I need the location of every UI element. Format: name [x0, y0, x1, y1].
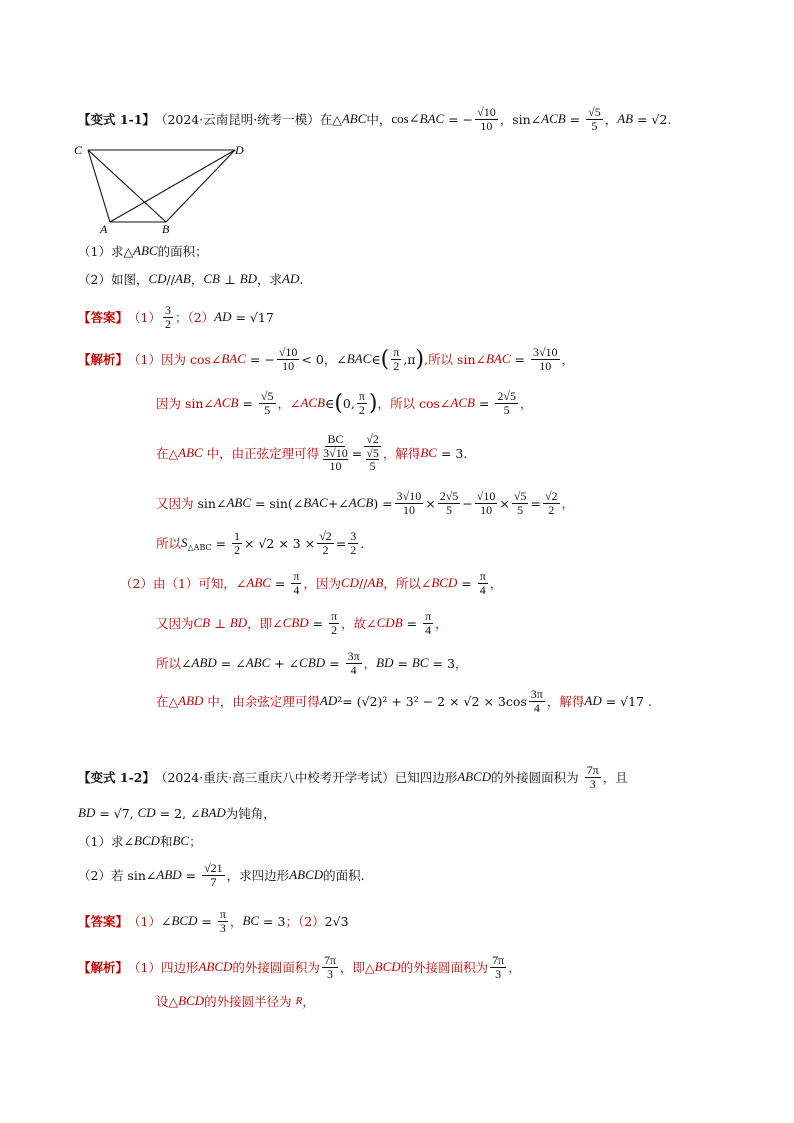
sol1-line1: 【解析】 （1）因为 cos∠ BAC = − $\frac{√10}{10}$ < 0，∠ BAC ∈ ( $\frac{\pi}{2}$ ,π ) ,所以 sin∠ BAC = $\frac{3√10}{10}$ ，: [78, 344, 575, 373]
answer-tag: 【答案】: [78, 310, 129, 325]
sol1-line8: 所以 ∠ ABD = ∠ ABC + ∠ CBD = $\frac{3\pi}{4}$ ， BD = BC = 3 ，: [156, 648, 468, 677]
problem2-tag: 【变式 1-2】: [78, 770, 155, 785]
label-c: C: [74, 143, 83, 157]
problem2-q2: （2）若 sin∠ ABD = $\frac{√21}{7}$ ，求四边形 ABCD 的面积．: [78, 860, 374, 889]
sol2-line2: 设△ BCD 的外接圆半径为 R ，: [156, 993, 315, 1009]
sol1-line2: 因为 sin∠ ACB = $\frac{√5}{5}$ ，∠ ACB ∈ ( 0, $\frac{\pi}{2}$ ) ，所以 cos∠ ACB = $\frac{2√5}{5}$ ，: [156, 388, 533, 417]
problem1-stem-line: 【变式 1-1】 （2024·云南昆明·统考一模） 在△ ABC 中， cos∠ BAC = − $\frac{√10}{10}$ ，sin∠ ACB = $\frac{√5}{5}$ ， AB = √2.: [78, 104, 672, 133]
answer-tag-2: 【答案】: [78, 914, 129, 929]
problem2-stem-line1: 【变式 1-2】 （2024·重庆·高三重庆八中校考开学考试） 已知四边形 ABCD 的外接圆面积为 $\frac{7\pi}{3}$ ，且: [78, 762, 628, 791]
label-b: B: [162, 222, 170, 234]
problem1-q1: （1）求△ ABC 的面积；: [78, 243, 208, 259]
problem2-source: （2024·重庆·高三重庆八中校考开学考试）: [154, 770, 395, 785]
label-a: A: [100, 222, 108, 234]
analysis-tag: 【解析】: [78, 352, 129, 367]
problem1-source: （2024·云南昆明·统考一模）: [154, 112, 320, 127]
trapezoid-figure: [70, 142, 250, 234]
problem1-tag: 【变式 1-1】: [78, 112, 155, 127]
sol1-line7: 又因为 CB ⊥ BD ，即∠ CBD = $\frac{\pi}{2}$ ，故∠ CDB = $\frac{\pi}{4}$ ，: [156, 608, 448, 637]
sol1-line9: 在△ ABD 中，由余弦定理可得 AD ²= (√2)² + 3² − 2 × √2 × 3cos $\frac{3\pi}{4}$ ，解得 AD = √17 .: [156, 686, 652, 715]
sol1-line6: （2）由（1）可知，∠ ABC = $\frac{\pi}{4}$ ，因为 CD // AB ，所以∠ BCD = $\frac{\pi}{4}$ ，: [120, 568, 503, 597]
problem1-q2: （2）如图， CD // AB ， CB ⊥ BD ，求 AD .: [78, 271, 304, 287]
sol2-line1: 【解析】 （1）四边形 ABCD 的外接圆面积为 $\frac{7\pi}{3}$ ，即△ BCD 的外接圆面积为 $\frac{7\pi}{3}$ ，: [78, 952, 521, 981]
sol1-line3: 在△ ABC 中，由正弦定理可得 BC 3√10 10 = √2 √5 5 ，解得 BC = 3.: [156, 432, 468, 474]
problem1-answer: 【答案】 （1） $\frac{3}{2}$ ；（2） AD = √17: [78, 302, 274, 331]
analysis-tag-2: 【解析】: [78, 960, 129, 975]
sol1-line4: 又因为 sin∠ ABC = sin(∠ BAC +∠ ACB ) = $\frac{3√10}{10}$ × $\frac{2√5}{5}$ − $\frac{√10}{10}$ × $\frac{√5}{5}$ = $\frac{√2}{2}$ ，: [156, 488, 575, 517]
problem2-q1: （1）求∠ BCD 和 BC ；: [78, 833, 202, 849]
problem2-answer: 【答案】 （1） ∠ BCD = $\frac{\pi}{3}$ ， BC = 3 ；（2） 2√3: [78, 906, 349, 935]
label-d: D: [235, 143, 244, 157]
problem2-stem-line2: BD = √7, CD = 2, ∠ BAD 为钝角，: [78, 805, 276, 821]
sol1-line5: 所以 S △ABC = $\frac{1}{2}$ × √2 × 3 × $\frac{√2}{2}$ = $\frac{3}{2}$ .: [156, 528, 365, 557]
